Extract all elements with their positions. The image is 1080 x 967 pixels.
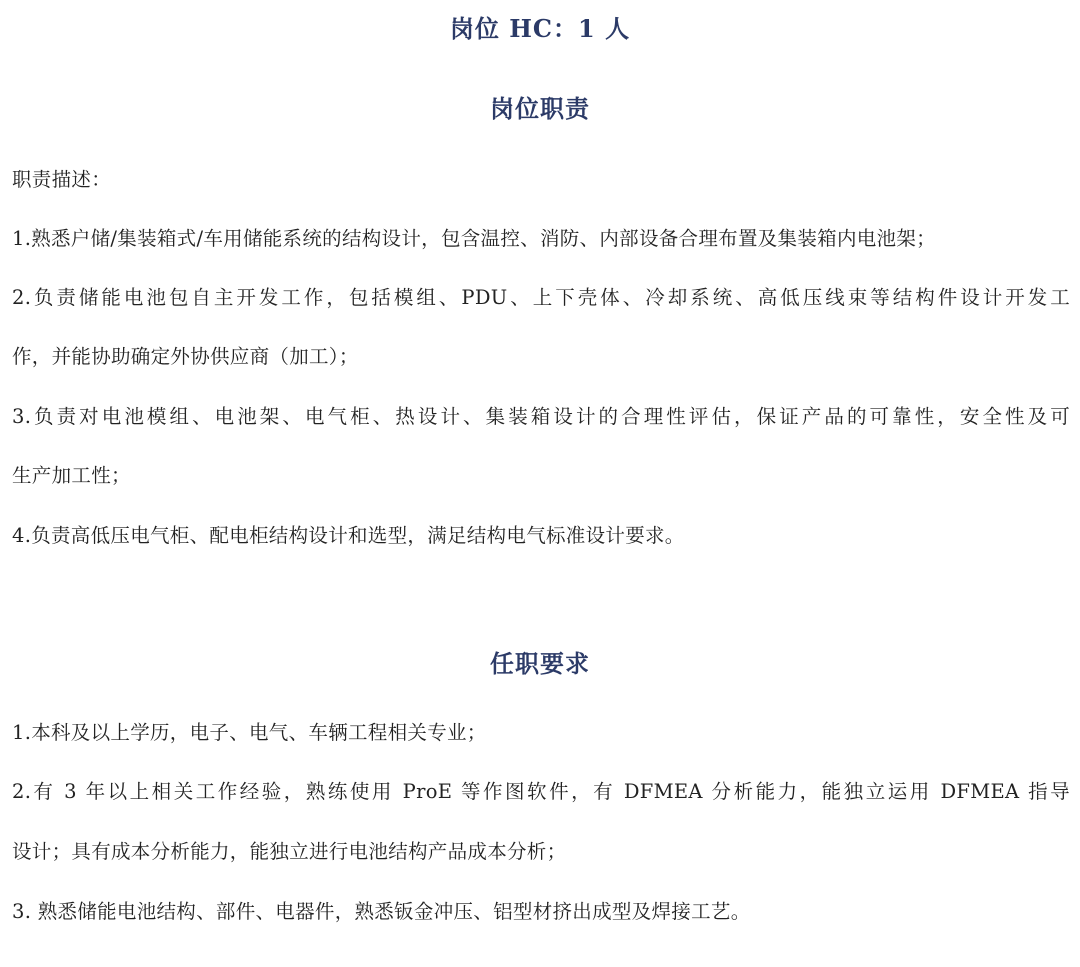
duties-intro: 职责描述：	[12, 168, 112, 191]
requirement-item-2-line-1: 2.有 3 年以上相关工作经验，熟练使用 ProE 等作图软件，有 DFMEA 分析能力，能独立运用 DFMEA 指导	[12, 780, 1070, 803]
requirement-item-1: 1.本科及以上学历，电子、电气、车辆工程相关专业；	[12, 721, 487, 744]
requirement-item-3: 3. 熟悉储能电池结构、部件、电器件，熟悉钣金冲压、铝型材挤出成型及焊接工艺。	[12, 900, 751, 923]
duty-item-2-line-1: 2.负责储能电池包自主开发工作，包括模组、PDU、上下壳体、冷却系统、高低压线束等结构件设计开发工	[12, 286, 1070, 309]
duties-section-title: 岗位职责	[490, 94, 590, 123]
requirement-item-2-line-2: 设计；具有成本分析能力，能独立进行电池结构产品成本分析；	[12, 840, 567, 863]
duty-item-4: 4.负责高低压电气柜、配电柜结构设计和选型，满足结构电气标准设计要求。	[12, 524, 685, 547]
hc-title: 岗位 HC：1 人	[449, 14, 631, 43]
duty-item-1: 1.熟悉户储/集装箱式/车用储能系统的结构设计，包含温控、消防、内部设备合理布置及集装箱内电池架；	[12, 227, 936, 250]
requirements-section-title: 任职要求	[490, 649, 590, 678]
duty-item-2-line-2: 作，并能协助确定外协供应商（加工）；	[12, 345, 359, 368]
duty-item-3-line-2: 生产加工性；	[12, 464, 131, 487]
duty-item-3-line-1: 3.负责对电池模组、电池架、电气柜、热设计、集装箱设计的合理性评估，保证产品的可靠性，安全性及可	[12, 405, 1070, 428]
